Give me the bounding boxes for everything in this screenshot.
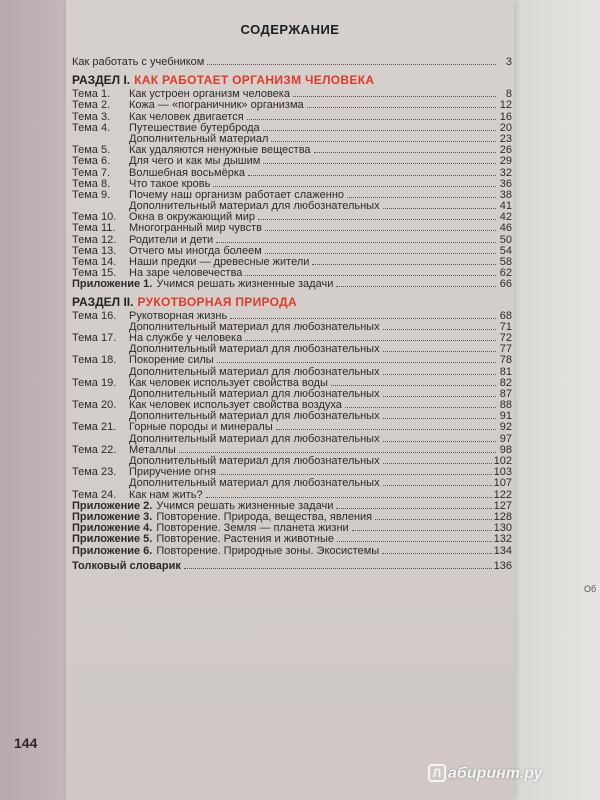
toc-entry-page: 71 — [499, 320, 512, 333]
dot-leader — [179, 452, 496, 453]
toc-entry-title: Повторение. Природа, вещества, явления — [156, 510, 373, 523]
toc-entry-title: Наши предки — древесные жители — [129, 256, 310, 268]
toc-entry-page: 54 — [499, 244, 512, 257]
dot-leader — [276, 429, 496, 430]
toc-entry-label: Тема 19. — [72, 376, 117, 389]
dot-leader — [263, 163, 496, 164]
dot-leader — [383, 351, 496, 352]
toc-entry-title: Как удаляются ненужные вещества — [129, 144, 311, 157]
dot-leader — [219, 474, 492, 475]
toc-entry-page: 98 — [499, 443, 512, 456]
page-number: 144 — [14, 735, 38, 751]
toc-entry-page: 81 — [499, 365, 512, 378]
toc-entry-intro — [72, 57, 512, 68]
toc-entry-page: 130 — [493, 522, 512, 535]
toc-entry-page: 122 — [493, 488, 512, 501]
dot-leader — [352, 530, 492, 531]
dot-leader — [184, 568, 492, 569]
toc-entry-label: Тема 18. — [72, 354, 117, 367]
section-heading — [72, 294, 512, 311]
dot-leader — [383, 441, 496, 442]
dot-leader — [217, 362, 496, 363]
dot-leader — [247, 119, 496, 120]
toc-entry-title: Что такое кровь — [129, 177, 211, 190]
toc-entry-title: Приручение огня — [129, 466, 217, 479]
toc-entry-label: Тема 13. — [72, 244, 117, 257]
toc-entry-page: 78 — [499, 354, 512, 367]
toc-entry-title: Окна в окружающий мир — [129, 211, 256, 224]
toc-entry-page: 72 — [499, 331, 512, 344]
toc-entry-page: 136 — [493, 559, 512, 572]
dot-leader — [383, 208, 496, 209]
toc-entry-title: Волшебная восьмёрка — [129, 166, 245, 179]
toc-entry-title: Как человек двигается — [129, 110, 244, 123]
toc-entry-label: Тема 16. — [72, 309, 117, 322]
toc-entry-title: Дополнительный материал для любознательных — [129, 455, 380, 467]
toc-entry-label: Приложение 1. — [72, 278, 153, 291]
toc-entry-page: 50 — [499, 233, 512, 246]
dot-leader — [265, 230, 496, 231]
dot-leader — [383, 329, 496, 330]
dot-leader — [265, 253, 496, 254]
labirint-logo-icon: Л — [428, 764, 446, 782]
toc-entry-page: 132 — [493, 533, 512, 546]
toc-entry-page: 3 — [505, 56, 512, 68]
section-name: РУКОТВОРНАЯ ПРИРОДА — [137, 294, 297, 309]
toc-entry-label: Приложение 5. — [72, 533, 153, 546]
toc-entry-page: 29 — [499, 155, 512, 168]
toc-entry-title: Дополнительный материал для любознательных — [129, 320, 380, 333]
toc-entry-label: Тема 7. — [72, 166, 111, 179]
toc-entry-label: Тема 2. — [72, 99, 111, 112]
toc-entry-label: Тема 12. — [72, 233, 117, 246]
toc-entry-page: 128 — [493, 510, 512, 523]
page-title: СОДЕРЖАНИЕ — [240, 22, 340, 37]
dot-leader — [216, 242, 496, 243]
toc-entry-title: Учимся решать жизненные задачи — [156, 499, 334, 512]
toc-entry-title: Как человек использует свойства воздуха — [129, 399, 342, 412]
dot-leader — [263, 130, 496, 131]
section-heading — [72, 72, 512, 89]
section-label: РАЗДЕЛ II. — [72, 294, 134, 309]
toc-entry-title: Родители и дети — [129, 233, 214, 246]
dot-leader — [345, 407, 496, 408]
dot-leader — [336, 286, 496, 287]
dot-leader — [375, 519, 492, 520]
toc-entry-page: 42 — [499, 211, 512, 224]
toc-entry-title: Дополнительный материал для любознательных — [129, 200, 380, 213]
dot-leader — [383, 485, 492, 486]
toc-entry-title: Дополнительный материал для любознательных — [129, 410, 380, 423]
toc-entry — [72, 534, 512, 545]
toc-entry-page: 107 — [493, 477, 512, 490]
toc-entry-label: Приложение 2. — [72, 499, 153, 512]
toc-entry — [72, 422, 512, 433]
toc-entry-label: Тема 10. — [72, 211, 117, 224]
toc-entry-page: 41 — [499, 200, 512, 213]
toc-entry-title: Дополнительный материал для любознательных — [129, 343, 380, 356]
section-name: КАК РАБОТАЕТ ОРГАНИЗМ ЧЕЛОВЕКА — [134, 73, 375, 88]
toc-entry-page: 38 — [499, 188, 512, 201]
toc-entry — [72, 367, 512, 378]
dot-leader — [383, 463, 492, 464]
toc-entry-page: 20 — [499, 121, 512, 134]
dot-leader — [331, 385, 496, 386]
toc-entry-page: 32 — [499, 166, 512, 179]
toc-entry-title: Металлы — [129, 443, 176, 456]
toc-entry-page: 134 — [493, 544, 512, 557]
toc-entry-title: Покорение силы — [129, 354, 214, 367]
section-label: РАЗДЕЛ I. — [72, 73, 131, 88]
toc-entry-label: Тема 11. — [72, 222, 116, 235]
toc-entry-page: 16 — [499, 110, 512, 123]
toc-entry-page: 103 — [493, 466, 512, 479]
toc-entry-title: Как устроен организм человека — [129, 88, 290, 101]
dot-leader — [207, 64, 496, 65]
dot-leader — [258, 219, 496, 220]
toc-entry-label: Тема 23. — [72, 466, 117, 479]
toc-entry — [72, 223, 512, 234]
dot-leader — [383, 374, 496, 375]
toc-entry-page: 127 — [493, 499, 512, 512]
toc-entry-page: 62 — [499, 267, 512, 280]
dot-leader — [383, 396, 496, 397]
table-of-contents — [72, 57, 512, 572]
adjacent-page-fragment: Об — [584, 584, 597, 594]
toc-entry-title: Дополнительный материал для любознательных — [129, 387, 380, 400]
toc-entry-page: 102 — [493, 455, 512, 467]
toc-entry-label: Тема 3. — [72, 110, 111, 123]
toc-entry — [72, 168, 512, 179]
toc-entry-title: Как нам жить? — [129, 488, 203, 501]
toc-entry-page: 88 — [499, 399, 512, 412]
toc-entry-page: 82 — [499, 376, 512, 389]
toc-entry-label: Тема 4. — [72, 121, 111, 134]
toc-entry-title: На службе у человека — [129, 331, 243, 344]
background-surface — [500, 0, 600, 800]
toc-entry-title: На заре человечества — [129, 267, 243, 280]
toc-entry-title: Дополнительный материал для любознательных — [129, 432, 380, 445]
toc-entry-page: 68 — [499, 309, 512, 322]
toc-entry-label: Тема 14. — [72, 256, 117, 268]
toc-entry-page: 77 — [499, 343, 512, 356]
dot-leader — [230, 318, 496, 319]
dot-leader — [307, 107, 496, 108]
toc-entry-label: Тема 9. — [72, 188, 111, 201]
toc-entry-title: Повторение. Природные зоны. Экосистемы — [156, 544, 380, 557]
toc-entry-title: Дополнительный материал для любознательных — [129, 365, 380, 378]
toc-entry-page: 87 — [499, 387, 512, 400]
toc-entry-page: 97 — [499, 432, 512, 445]
dot-leader — [206, 497, 492, 498]
toc-entry-title: Повторение. Растения и животные — [156, 533, 334, 546]
toc-entry-title: Путешествие бутерброда — [129, 121, 260, 134]
toc-entry-title: Для чего и как мы дышим — [129, 155, 261, 168]
toc-entry — [72, 478, 512, 489]
toc-entry-page: 36 — [499, 177, 512, 190]
toc-entry-label: Тема 20. — [72, 399, 117, 412]
toc-entry-label: Тема 6. — [72, 155, 111, 168]
toc-entry-page: 58 — [499, 256, 512, 268]
toc-entry-title: Горные породы и минералы — [129, 421, 273, 434]
dot-leader — [347, 197, 496, 198]
toc-sections — [72, 72, 512, 572]
toc-entry-title: Повторение. Земля — планета жизни — [156, 522, 349, 535]
toc-entry-title: Как человек использует свойства воды — [129, 376, 328, 389]
toc-entry — [72, 355, 512, 366]
toc-entry-label: Тема 1. — [72, 88, 111, 101]
dot-leader — [245, 340, 496, 341]
toc-entry-title: Кожа — «пограничник» организма — [129, 99, 304, 112]
dot-leader — [248, 175, 496, 176]
toc-entry — [72, 561, 512, 572]
toc-entry-page: 66 — [499, 278, 512, 291]
dot-leader — [213, 186, 496, 187]
toc-entry-page: 91 — [499, 410, 512, 423]
toc-entry — [72, 546, 512, 557]
dot-leader — [312, 264, 496, 265]
toc-entry-page: 46 — [499, 222, 512, 235]
toc-entry-page: 12 — [499, 99, 512, 112]
toc-entry-title: Как работать с учебником — [72, 56, 205, 68]
dot-leader — [336, 508, 491, 509]
toc-entry — [72, 279, 512, 290]
dot-leader — [271, 141, 496, 142]
toc-entry-title: Учимся решать жизненные задачи — [156, 278, 334, 291]
toc-entry-label: Тема 15. — [72, 267, 117, 280]
toc-entry-page: 92 — [499, 421, 512, 434]
toc-entry-page: 23 — [499, 132, 512, 145]
dot-leader — [314, 152, 496, 153]
dot-leader — [245, 275, 496, 276]
watermark-text: абиринт.ру — [448, 765, 543, 782]
toc-entry-label: Приложение 4. — [72, 522, 153, 535]
toc-entry-label: Тема 24. — [72, 488, 117, 501]
toc-entry-label: Приложение 6. — [72, 544, 153, 557]
toc-entry-title: Почему наш организм работает слаженно — [129, 188, 345, 201]
toc-entry-page: 8 — [505, 88, 512, 101]
toc-entry-label: Приложение 3. — [72, 510, 153, 523]
dot-leader — [293, 96, 496, 97]
toc-entry-label: Тема 5. — [72, 144, 111, 157]
dot-leader — [383, 418, 496, 419]
toc-entry-label: Тема 17. — [72, 331, 117, 344]
toc-entry-title: Отчего мы иногда болеем — [129, 244, 262, 257]
toc-entry — [72, 156, 512, 167]
dot-leader — [337, 541, 492, 542]
toc-entry-title: Рукотворная жизнь — [129, 309, 228, 322]
toc-entry-title: Многогранный мир чувств — [129, 222, 262, 235]
toc-entry-label: Тема 22. — [72, 443, 117, 456]
toc-entry-label: Тема 8. — [72, 177, 111, 190]
toc-entry — [72, 100, 512, 111]
toc-entry-title: Дополнительный материал для любознательных — [129, 477, 380, 490]
dot-leader — [382, 553, 491, 554]
toc-entry-page: 26 — [499, 144, 512, 157]
toc-entry-title: Толковый словарик — [72, 559, 181, 572]
toc-entry-label: Тема 21. — [72, 421, 117, 434]
toc-entry-title: Дополнительный материал — [129, 132, 269, 145]
